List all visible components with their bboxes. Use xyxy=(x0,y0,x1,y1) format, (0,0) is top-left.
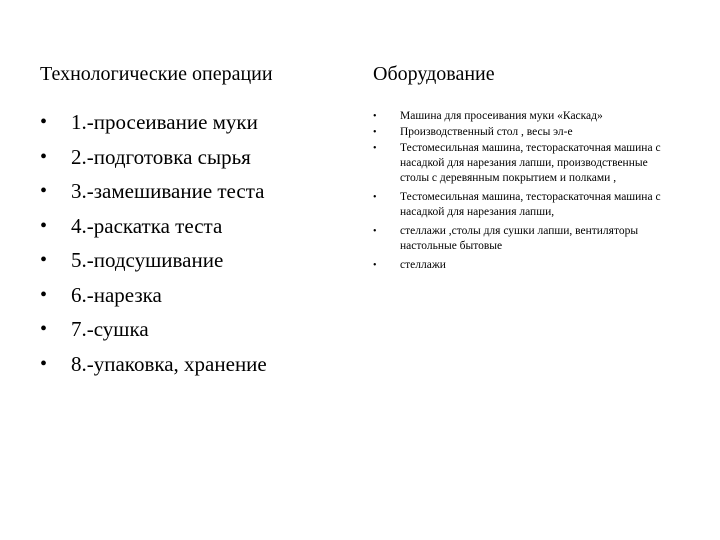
equipment-text: Тестомесильная машина, тестораскаточная машина с насадкой для нарезания лапши, xyxy=(400,191,661,218)
bullet-icon: • xyxy=(40,145,48,168)
operation-text: 5.-подсушивание xyxy=(71,248,224,272)
bullet-icon: • xyxy=(40,214,48,237)
operation-text: 6.-нарезка xyxy=(71,282,162,307)
bullet-icon: • xyxy=(40,352,48,375)
bullet-icon: • xyxy=(373,127,377,138)
list-item xyxy=(373,141,673,186)
operation-text: 4.-раскатка теста xyxy=(71,213,223,238)
list-item xyxy=(40,176,267,211)
bullet-icon: • xyxy=(373,260,377,271)
operations-heading: Технологические операции xyxy=(40,63,273,85)
bullet-icon: • xyxy=(373,111,377,122)
equipment-text: Тестомесильная машина, тестораскаточная машина с насадкой для нарезания лапши, производственные столы с деревянным покрытием и полками , xyxy=(400,142,661,184)
operation-text: 1.-просеивание муки xyxy=(71,110,258,134)
list-item xyxy=(40,107,267,142)
bullet-icon: • xyxy=(40,111,48,133)
bullet-icon: • xyxy=(40,180,48,202)
list-item xyxy=(40,349,267,384)
bullet-icon: • xyxy=(40,318,48,340)
bullet-icon: • xyxy=(373,143,377,154)
list-item xyxy=(373,190,673,220)
bullet-icon: • xyxy=(373,192,377,203)
equipment-list xyxy=(373,109,673,277)
operation-text: 8.-упаковка, хранение xyxy=(71,351,267,376)
equipment-text: стеллажи ,столы для сушки лапши, вентиляторы настольные бытовые xyxy=(400,225,639,252)
list-item xyxy=(40,245,267,280)
list-item xyxy=(373,258,673,273)
equipment-text: стеллажи xyxy=(400,259,446,271)
list-item xyxy=(40,142,267,177)
bullet-icon: • xyxy=(373,226,377,237)
list-item xyxy=(373,125,673,140)
bullet-icon: • xyxy=(40,249,48,271)
list-item xyxy=(40,314,267,349)
operation-text: 7.-сушка xyxy=(71,317,149,341)
operation-text: 3.-замешивание теста xyxy=(71,179,265,203)
list-item xyxy=(40,280,267,315)
equipment-heading: Оборудование xyxy=(373,63,495,85)
list-item xyxy=(40,211,267,246)
equipment-text: Производственный стол , весы эл-е xyxy=(400,126,573,138)
list-item xyxy=(373,109,673,124)
equipment-text: Машина для просеивания муки «Каскад» xyxy=(400,110,603,122)
operation-text: 2.-подготовка сырья xyxy=(71,144,251,169)
bullet-icon: • xyxy=(40,283,48,306)
list-item xyxy=(373,224,673,254)
operations-list xyxy=(40,107,267,383)
